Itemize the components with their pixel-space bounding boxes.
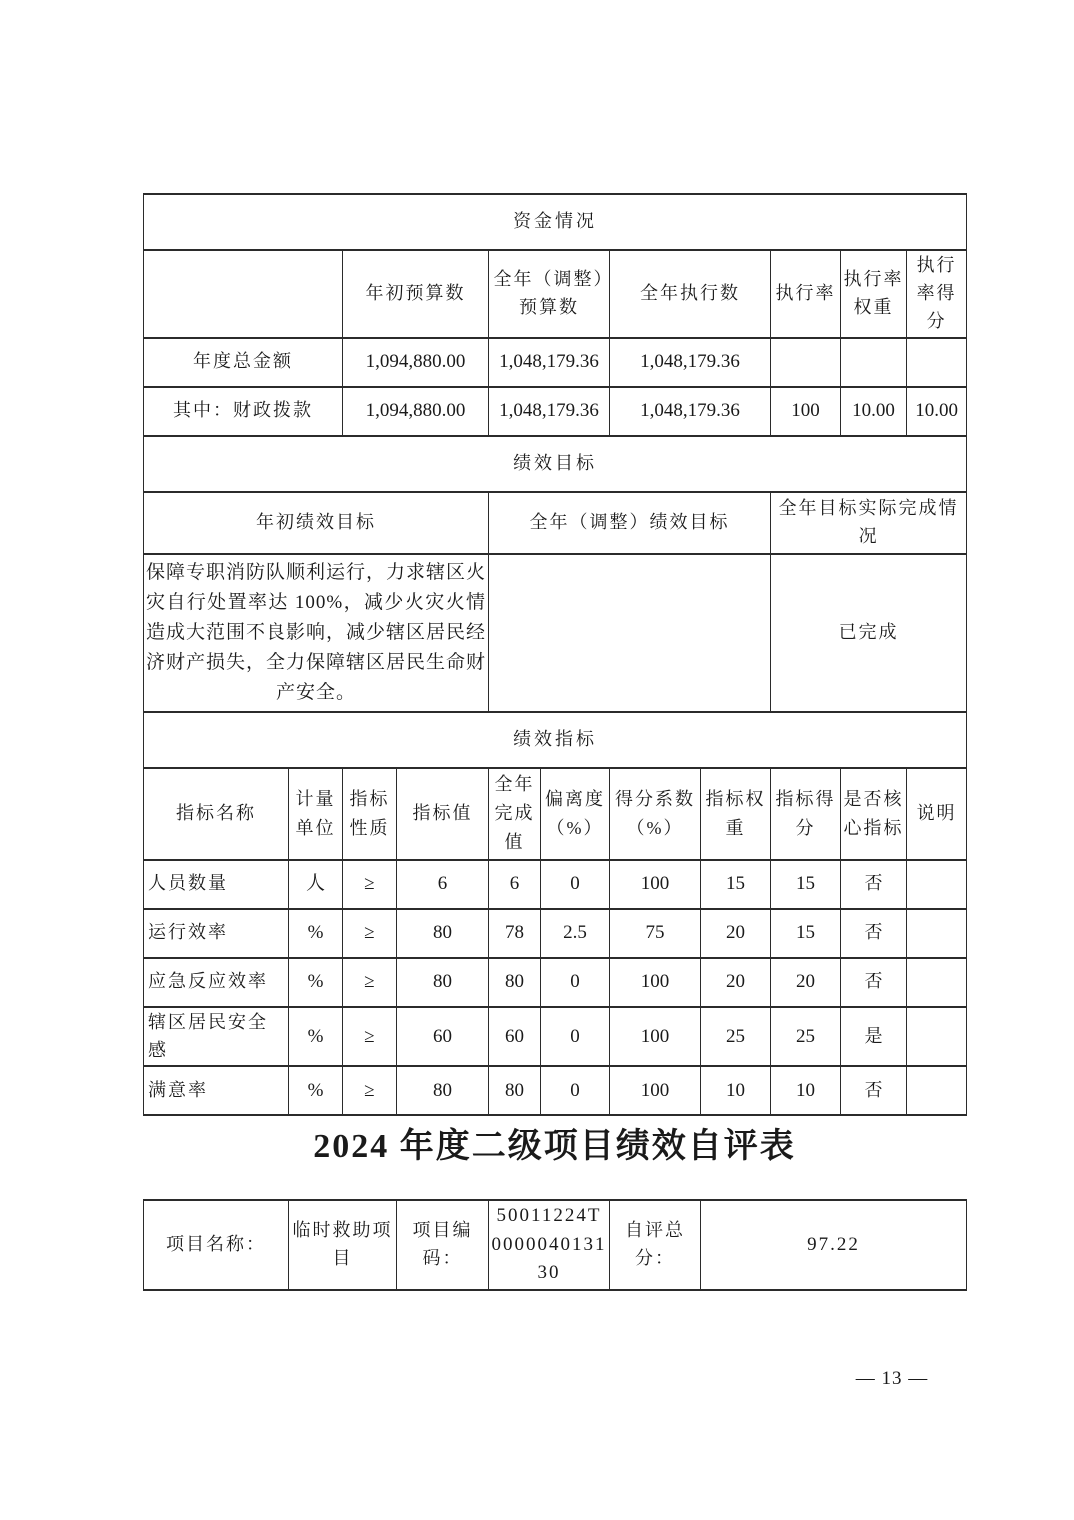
ind-unit: %	[289, 958, 343, 1007]
ind-score: 10	[771, 1066, 841, 1115]
ind-weight: 20	[701, 909, 771, 958]
project-name-label: 项目名称：	[144, 1200, 289, 1290]
funding-fiscal-initial-budget: 1,094,880.00	[343, 387, 489, 436]
ind-header-unit: 计量单位	[289, 768, 343, 860]
funding-header-initial-budget: 年初预算数	[343, 250, 489, 338]
ind-nature: ≥	[343, 1066, 397, 1115]
ind-name: 辖区居民安全感	[144, 1007, 289, 1067]
ind-unit: %	[289, 1007, 343, 1067]
ind-score-coefficient: 100	[610, 1066, 701, 1115]
ind-score: 25	[771, 1007, 841, 1067]
ind-completed-value: 80	[489, 958, 541, 1007]
ind-name: 运行效率	[144, 909, 289, 958]
funding-section-banner: 资金情况	[144, 194, 967, 250]
ind-completed-value: 60	[489, 1007, 541, 1067]
ind-core: 否	[841, 1066, 907, 1115]
ind-header-note: 说明	[907, 768, 967, 860]
ind-score-coefficient: 75	[610, 909, 701, 958]
indicators-section-banner: 绩效指标	[144, 712, 967, 768]
ind-header-name: 指标名称	[144, 768, 289, 860]
ind-target-value: 6	[397, 860, 489, 909]
ind-score: 15	[771, 909, 841, 958]
ind-note	[907, 909, 967, 958]
funding-header-execution-rate: 执行率	[771, 250, 841, 338]
ind-deviation: 0	[541, 958, 610, 1007]
ind-completed-value: 78	[489, 909, 541, 958]
goals-header-initial: 年初绩效目标	[144, 492, 489, 554]
funding-fiscal-executed: 1,048,179.36	[610, 387, 771, 436]
funding-header-blank	[144, 250, 343, 338]
ind-header-completed-value: 全年完成值	[489, 768, 541, 860]
project-name-value: 临时救助项目	[289, 1200, 397, 1290]
ind-unit: %	[289, 909, 343, 958]
indicator-row	[144, 958, 967, 1007]
funding-total-rate-score	[907, 338, 967, 387]
funding-row-total	[144, 338, 967, 387]
ind-score-coefficient: 100	[610, 958, 701, 1007]
funding-fiscal-rate-weight: 10.00	[841, 387, 907, 436]
ind-nature: ≥	[343, 1007, 397, 1067]
funding-total-rate	[771, 338, 841, 387]
ind-score-coefficient: 100	[610, 1007, 701, 1067]
funding-fiscal-rate-score: 10.00	[907, 387, 967, 436]
project-code-label: 项目编码：	[397, 1200, 489, 1290]
goals-header-adjusted: 全年（调整）绩效目标	[489, 492, 771, 554]
indicator-row	[144, 909, 967, 958]
funding-row-fiscal	[144, 387, 967, 436]
indicator-row	[144, 860, 967, 909]
ind-name: 应急反应效率	[144, 958, 289, 1007]
ind-deviation: 0	[541, 860, 610, 909]
ind-header-nature: 指标性质	[343, 768, 397, 860]
ind-nature: ≥	[343, 958, 397, 1007]
page-title: 2024 年度二级项目绩效自评表	[313, 1128, 796, 1165]
ind-core: 是	[841, 1007, 907, 1067]
goals-header-actual: 全年目标实际完成情况	[771, 492, 967, 554]
ind-header-core: 是否核心指标	[841, 768, 907, 860]
ind-core: 否	[841, 909, 907, 958]
ind-score: 20	[771, 958, 841, 1007]
funding-total-rate-weight	[841, 338, 907, 387]
indicator-row	[144, 1007, 967, 1067]
ind-note	[907, 1007, 967, 1067]
ind-core: 否	[841, 860, 907, 909]
performance-evaluation-table	[143, 193, 967, 1116]
page-number: — 13 —	[855, 1368, 929, 1389]
ind-name: 人员数量	[144, 860, 289, 909]
funding-header-rate-weight: 执行率权重	[841, 250, 907, 338]
ind-weight: 15	[701, 860, 771, 909]
project-code-value: 50011224T000004013130	[489, 1200, 610, 1290]
ind-core: 否	[841, 958, 907, 1007]
ind-header-weight: 指标权重	[701, 768, 771, 860]
ind-nature: ≥	[343, 860, 397, 909]
ind-unit: 人	[289, 860, 343, 909]
ind-name: 满意率	[144, 1066, 289, 1115]
project-summary-table	[143, 1199, 967, 1291]
ind-weight: 25	[701, 1007, 771, 1067]
funding-fiscal-rate: 100	[771, 387, 841, 436]
indicator-row	[144, 1066, 967, 1115]
ind-weight: 10	[701, 1066, 771, 1115]
ind-score-coefficient: 100	[610, 860, 701, 909]
ind-header-deviation: 偏离度（%）	[541, 768, 610, 860]
ind-target-value: 80	[397, 1066, 489, 1115]
funding-row-total-label: 年度总金额	[144, 338, 343, 387]
goals-actual-text: 已完成	[771, 554, 967, 712]
ind-target-value: 80	[397, 909, 489, 958]
goals-adjusted-text	[489, 554, 771, 712]
ind-target-value: 80	[397, 958, 489, 1007]
project-score-value: 97.22	[701, 1200, 967, 1290]
funding-fiscal-adjusted-budget: 1,048,179.36	[489, 387, 610, 436]
ind-note	[907, 860, 967, 909]
funding-row-fiscal-label: 其中：财政拨款	[144, 387, 343, 436]
ind-completed-value: 80	[489, 1066, 541, 1115]
ind-note	[907, 1066, 967, 1115]
ind-deviation: 0	[541, 1007, 610, 1067]
funding-header-rate-score: 执行率得分	[907, 250, 967, 338]
ind-weight: 20	[701, 958, 771, 1007]
ind-target-value: 60	[397, 1007, 489, 1067]
ind-unit: %	[289, 1066, 343, 1115]
ind-header-score-coefficient: 得分系数（%）	[610, 768, 701, 860]
ind-nature: ≥	[343, 909, 397, 958]
ind-header-score: 指标得分	[771, 768, 841, 860]
project-row	[144, 1200, 967, 1290]
funding-total-adjusted-budget: 1,048,179.36	[489, 338, 610, 387]
funding-header-adjusted-budget: 全年（调整）预算数	[489, 250, 610, 338]
ind-header-target-value: 指标值	[397, 768, 489, 860]
ind-score: 15	[771, 860, 841, 909]
funding-total-initial-budget: 1,094,880.00	[343, 338, 489, 387]
goals-initial-text: 保障专职消防队顺利运行，力求辖区火灾自行处置率达 100%，减少火灾火情造成大范围不良影响，减少辖区居民经济财产损失，全力保障辖区居民生命财产安全。	[144, 554, 489, 712]
ind-note	[907, 958, 967, 1007]
funding-header-executed: 全年执行数	[610, 250, 771, 338]
ind-deviation: 0	[541, 1066, 610, 1115]
goals-section-banner: 绩效目标	[144, 436, 967, 492]
ind-completed-value: 6	[489, 860, 541, 909]
project-score-label: 自评总分：	[610, 1200, 701, 1290]
funding-total-executed: 1,048,179.36	[610, 338, 771, 387]
ind-deviation: 2.5	[541, 909, 610, 958]
